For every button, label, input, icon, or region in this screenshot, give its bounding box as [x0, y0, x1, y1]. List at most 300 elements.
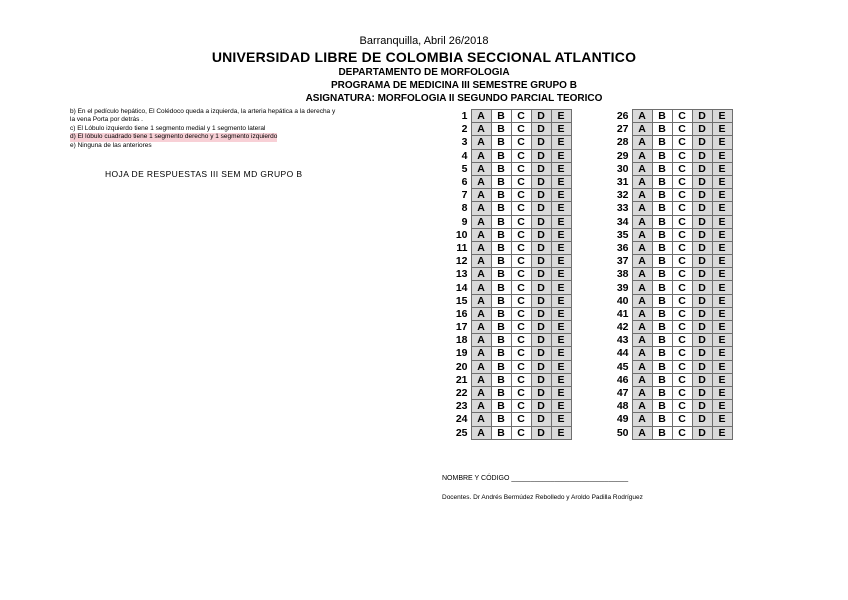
- answer-cell-e[interactable]: E: [551, 149, 571, 162]
- answer-cell-c[interactable]: C: [511, 426, 531, 439]
- answer-cell-b[interactable]: B: [491, 189, 511, 202]
- answer-row: [441, 149, 571, 162]
- answer-cell-e[interactable]: E: [551, 215, 571, 228]
- answer-row: [441, 241, 571, 254]
- answer-cell-c[interactable]: C: [511, 215, 531, 228]
- answer-cell-c[interactable]: C: [672, 241, 692, 254]
- answer-cell-c[interactable]: C: [511, 162, 531, 175]
- answer-cell-b[interactable]: B: [491, 268, 511, 281]
- answer-cell-c[interactable]: C: [511, 334, 531, 347]
- answer-cell-a[interactable]: A: [471, 175, 491, 188]
- answer-cell-a[interactable]: A: [632, 281, 652, 294]
- answer-cell-d[interactable]: D: [531, 321, 551, 334]
- answer-cell-c[interactable]: C: [672, 149, 692, 162]
- answer-row: [441, 215, 571, 228]
- answer-cell-d[interactable]: D: [692, 373, 712, 386]
- answer-cell-b[interactable]: B: [491, 386, 511, 399]
- answer-cell-c[interactable]: C: [672, 189, 692, 202]
- answer-cell-c[interactable]: C: [672, 175, 692, 188]
- question-number: 35: [616, 228, 629, 241]
- answer-cell-b[interactable]: B: [652, 136, 672, 149]
- answer-cell-e[interactable]: E: [712, 241, 732, 254]
- answer-cell-e[interactable]: E: [551, 162, 571, 175]
- answer-cell-e[interactable]: E: [551, 360, 571, 373]
- answer-cell-e[interactable]: E: [712, 321, 732, 334]
- answer-cell-d[interactable]: D: [531, 255, 551, 268]
- answer-cell-e[interactable]: E: [551, 202, 571, 215]
- answer-cell-e[interactable]: E: [551, 123, 571, 136]
- answer-cell-e[interactable]: E: [551, 373, 571, 386]
- answer-cell-d[interactable]: D: [531, 294, 551, 307]
- answer-cell-e[interactable]: E: [712, 413, 732, 426]
- answer-cell-a[interactable]: A: [632, 162, 652, 175]
- answer-cell-a[interactable]: A: [471, 162, 491, 175]
- answer-cell-b[interactable]: B: [491, 215, 511, 228]
- question-number: 36: [616, 241, 629, 254]
- answer-cell-d[interactable]: D: [531, 360, 551, 373]
- answer-cell-c[interactable]: C: [672, 321, 692, 334]
- answer-cell-c[interactable]: C: [672, 347, 692, 360]
- answer-cell-b[interactable]: B: [491, 228, 511, 241]
- answer-cell-d[interactable]: D: [692, 228, 712, 241]
- answer-cell-b[interactable]: B: [491, 294, 511, 307]
- answer-cell-b[interactable]: B: [652, 189, 672, 202]
- answer-cell-a[interactable]: A: [471, 373, 491, 386]
- answer-cell-a[interactable]: A: [632, 189, 652, 202]
- answer-cell-e[interactable]: E: [712, 136, 732, 149]
- answer-cell-b[interactable]: B: [652, 123, 672, 136]
- answer-cell-c[interactable]: C: [511, 373, 531, 386]
- answer-cell-c[interactable]: C: [511, 189, 531, 202]
- answer-cell-d[interactable]: D: [692, 307, 712, 320]
- answer-cell-d[interactable]: D: [692, 426, 712, 439]
- answer-cell-b[interactable]: B: [652, 202, 672, 215]
- answer-cell-a[interactable]: A: [471, 400, 491, 413]
- answer-cell-b[interactable]: B: [652, 426, 672, 439]
- question-number: 42: [616, 321, 629, 334]
- answer-cell-c[interactable]: C: [672, 215, 692, 228]
- question-number: 24: [455, 413, 468, 426]
- answer-cell-a[interactable]: A: [632, 136, 652, 149]
- answer-cell-d[interactable]: D: [531, 123, 551, 136]
- answer-cell-c[interactable]: C: [511, 268, 531, 281]
- answer-cell-e[interactable]: E: [551, 413, 571, 426]
- answer-cell-a[interactable]: A: [471, 123, 491, 136]
- answer-cell-e[interactable]: E: [551, 321, 571, 334]
- answer-cell-e[interactable]: E: [551, 334, 571, 347]
- answer-cell-b[interactable]: B: [491, 110, 511, 123]
- answer-cell-b[interactable]: B: [491, 334, 511, 347]
- answer-cell-c[interactable]: C: [672, 307, 692, 320]
- answer-row: [600, 202, 732, 215]
- answer-row: [441, 255, 571, 268]
- answer-cell-e[interactable]: E: [712, 268, 732, 281]
- answer-cell-a[interactable]: A: [632, 347, 652, 360]
- answer-cell-c[interactable]: C: [511, 149, 531, 162]
- answer-cell-d[interactable]: D: [531, 347, 551, 360]
- answer-cell-c[interactable]: C: [511, 294, 531, 307]
- answer-cell-b[interactable]: B: [652, 400, 672, 413]
- answer-cell-b[interactable]: B: [491, 360, 511, 373]
- answer-cell-d[interactable]: D: [531, 189, 551, 202]
- answer-cell-e[interactable]: E: [712, 347, 732, 360]
- answer-cell-d[interactable]: D: [692, 162, 712, 175]
- answer-cell-b[interactable]: B: [652, 149, 672, 162]
- answer-cell-b[interactable]: B: [652, 162, 672, 175]
- answer-cell-a[interactable]: A: [632, 413, 652, 426]
- answer-cell-d[interactable]: D: [531, 110, 551, 123]
- answer-cell-c[interactable]: C: [511, 228, 531, 241]
- answer-cell-d[interactable]: D: [531, 175, 551, 188]
- answer-cell-a[interactable]: A: [471, 307, 491, 320]
- answer-cell-d[interactable]: D: [692, 215, 712, 228]
- answer-cell-c[interactable]: C: [672, 373, 692, 386]
- answer-cell-a[interactable]: A: [471, 228, 491, 241]
- answer-cell-e[interactable]: E: [551, 241, 571, 254]
- answer-cell-b[interactable]: B: [491, 202, 511, 215]
- answer-cell-c[interactable]: C: [672, 255, 692, 268]
- answer-cell-b[interactable]: B: [491, 307, 511, 320]
- answer-cell-a[interactable]: A: [632, 255, 652, 268]
- answer-row: [600, 334, 732, 347]
- answer-cell-e[interactable]: E: [551, 281, 571, 294]
- answer-cell-e[interactable]: E: [712, 373, 732, 386]
- answer-cell-c[interactable]: C: [672, 400, 692, 413]
- answer-cell-c[interactable]: C: [672, 136, 692, 149]
- answer-cell-b[interactable]: B: [652, 110, 672, 123]
- question-number: 27: [616, 123, 629, 136]
- answer-cell-a[interactable]: A: [632, 175, 652, 188]
- answer-cell-d[interactable]: D: [692, 123, 712, 136]
- question-number: 37: [616, 255, 629, 268]
- answer-cell-b[interactable]: B: [491, 149, 511, 162]
- answer-cell-e[interactable]: E: [712, 386, 732, 399]
- answer-cell-e[interactable]: E: [712, 426, 732, 439]
- answer-cell-b[interactable]: B: [652, 175, 672, 188]
- answer-cell-c[interactable]: C: [672, 413, 692, 426]
- answer-cell-c[interactable]: C: [511, 110, 531, 123]
- answer-cell-c[interactable]: C: [511, 360, 531, 373]
- answer-cell-c[interactable]: C: [511, 281, 531, 294]
- answer-row: [441, 413, 571, 426]
- question-number: 30: [616, 162, 629, 175]
- answer-cell-b[interactable]: B: [652, 215, 672, 228]
- answer-cell-a[interactable]: A: [471, 202, 491, 215]
- answer-cell-d[interactable]: D: [692, 360, 712, 373]
- answer-row: [600, 281, 732, 294]
- answer-cell-b[interactable]: B: [491, 162, 511, 175]
- answer-cell-b[interactable]: B: [652, 321, 672, 334]
- answer-cell-e[interactable]: E: [551, 228, 571, 241]
- answer-cell-c[interactable]: C: [511, 321, 531, 334]
- answer-cell-e[interactable]: E: [712, 149, 732, 162]
- answer-row: [600, 241, 732, 254]
- answer-cell-c[interactable]: C: [511, 307, 531, 320]
- question-number: 47: [616, 387, 629, 400]
- answer-row: [441, 123, 571, 136]
- answer-cell-a[interactable]: A: [632, 228, 652, 241]
- answer-cell-b[interactable]: B: [491, 413, 511, 426]
- answer-cell-e[interactable]: E: [551, 136, 571, 149]
- answer-cell-b[interactable]: B: [652, 360, 672, 373]
- answer-cell-e[interactable]: E: [551, 386, 571, 399]
- answer-cell-d[interactable]: D: [692, 241, 712, 254]
- question-number: 34: [616, 215, 629, 228]
- answer-cell-e[interactable]: E: [551, 426, 571, 439]
- answer-cell-a[interactable]: A: [471, 360, 491, 373]
- answer-cell-d[interactable]: D: [692, 400, 712, 413]
- answer-cell-c[interactable]: C: [511, 202, 531, 215]
- question-number: 28: [616, 136, 629, 149]
- answer-cell-e[interactable]: E: [712, 175, 732, 188]
- answer-cell-d[interactable]: D: [531, 215, 551, 228]
- answer-grid-right: [600, 109, 733, 440]
- answer-cell-d[interactable]: D: [692, 386, 712, 399]
- answer-cell-a[interactable]: A: [471, 241, 491, 254]
- answer-cell-a[interactable]: A: [471, 189, 491, 202]
- answer-cell-e[interactable]: E: [712, 202, 732, 215]
- answer-cell-b[interactable]: B: [491, 136, 511, 149]
- answer-row: [441, 334, 571, 347]
- answer-cell-c[interactable]: C: [672, 294, 692, 307]
- answer-cell-c[interactable]: C: [672, 202, 692, 215]
- answer-cell-d[interactable]: D: [531, 386, 551, 399]
- answer-row: [600, 175, 732, 188]
- answer-cell-b[interactable]: B: [491, 373, 511, 386]
- answer-cell-a[interactable]: A: [632, 123, 652, 136]
- answer-cell-e[interactable]: E: [712, 123, 732, 136]
- answer-cell-a[interactable]: A: [632, 110, 652, 123]
- answer-cell-d[interactable]: D: [531, 241, 551, 254]
- answer-cell-e[interactable]: E: [712, 334, 732, 347]
- answer-cell-a[interactable]: A: [471, 215, 491, 228]
- answer-cell-b[interactable]: B: [652, 373, 672, 386]
- answer-cell-a[interactable]: A: [471, 281, 491, 294]
- answer-cell-a[interactable]: A: [471, 268, 491, 281]
- answer-cell-a[interactable]: A: [471, 347, 491, 360]
- answer-cell-e[interactable]: E: [712, 162, 732, 175]
- answer-cell-d[interactable]: D: [531, 426, 551, 439]
- answer-cell-a[interactable]: A: [632, 334, 652, 347]
- answer-cell-c[interactable]: C: [672, 123, 692, 136]
- answer-cell-c[interactable]: C: [672, 386, 692, 399]
- option-b-line2: la vena Porta por detrás .: [70, 116, 143, 124]
- answer-row: [441, 228, 571, 241]
- answer-cell-e[interactable]: E: [712, 360, 732, 373]
- answer-cell-a[interactable]: A: [632, 149, 652, 162]
- answer-cell-d[interactable]: D: [692, 149, 712, 162]
- answer-cell-d[interactable]: D: [692, 413, 712, 426]
- answer-cell-e[interactable]: E: [551, 347, 571, 360]
- answer-cell-c[interactable]: C: [511, 175, 531, 188]
- answer-cell-b[interactable]: B: [491, 175, 511, 188]
- answer-cell-a[interactable]: A: [471, 294, 491, 307]
- answer-cell-a[interactable]: A: [471, 386, 491, 399]
- answer-cell-e[interactable]: E: [551, 400, 571, 413]
- answer-cell-c[interactable]: C: [511, 255, 531, 268]
- answer-cell-a[interactable]: A: [471, 255, 491, 268]
- question-number: 40: [616, 294, 629, 307]
- answer-cell-d[interactable]: D: [531, 202, 551, 215]
- answer-row: [441, 268, 571, 281]
- answer-cell-a[interactable]: A: [471, 321, 491, 334]
- answer-cell-d[interactable]: D: [531, 281, 551, 294]
- answer-cell-c[interactable]: C: [511, 123, 531, 136]
- answer-cell-e[interactable]: E: [551, 110, 571, 123]
- answer-cell-e[interactable]: E: [712, 294, 732, 307]
- question-number: 11: [456, 241, 468, 254]
- answer-row: [441, 189, 571, 202]
- answer-cell-a[interactable]: A: [632, 202, 652, 215]
- answer-cell-e[interactable]: E: [712, 110, 732, 123]
- answer-row: [600, 110, 732, 123]
- answer-cell-c[interactable]: C: [672, 281, 692, 294]
- answer-cell-b[interactable]: B: [652, 334, 672, 347]
- answer-cell-a[interactable]: A: [632, 386, 652, 399]
- answer-row: [600, 400, 732, 413]
- answer-grid-left: [441, 109, 572, 440]
- answer-cell-d[interactable]: D: [692, 110, 712, 123]
- answer-cell-c[interactable]: C: [511, 241, 531, 254]
- question-number: 41: [616, 307, 629, 320]
- answer-row: [441, 136, 571, 149]
- answer-cell-b[interactable]: B: [491, 241, 511, 254]
- answer-cell-e[interactable]: E: [712, 228, 732, 241]
- answer-cell-b[interactable]: B: [652, 294, 672, 307]
- answer-cell-d[interactable]: D: [692, 321, 712, 334]
- answer-cell-b[interactable]: B: [652, 241, 672, 254]
- answer-cell-d[interactable]: D: [531, 307, 551, 320]
- answer-cell-a[interactable]: A: [632, 426, 652, 439]
- answer-cell-d[interactable]: D: [531, 373, 551, 386]
- answer-cell-a[interactable]: A: [471, 426, 491, 439]
- answer-cell-e[interactable]: E: [712, 255, 732, 268]
- answer-cell-c[interactable]: C: [672, 162, 692, 175]
- answer-cell-c[interactable]: C: [672, 110, 692, 123]
- answer-row: [600, 149, 732, 162]
- answer-cell-a[interactable]: A: [632, 215, 652, 228]
- answer-cell-a[interactable]: A: [632, 241, 652, 254]
- answer-cell-e[interactable]: E: [712, 307, 732, 320]
- answer-cell-c[interactable]: C: [672, 426, 692, 439]
- answer-cell-c[interactable]: C: [672, 268, 692, 281]
- answer-cell-b[interactable]: B: [652, 281, 672, 294]
- answer-cell-b[interactable]: B: [491, 400, 511, 413]
- answer-cell-b[interactable]: B: [491, 426, 511, 439]
- answer-cell-e[interactable]: E: [712, 400, 732, 413]
- question-number: 39: [616, 281, 629, 294]
- answer-cell-b[interactable]: B: [491, 347, 511, 360]
- answer-cell-c[interactable]: C: [511, 136, 531, 149]
- answer-cell-c[interactable]: C: [511, 400, 531, 413]
- answer-cell-d[interactable]: D: [531, 268, 551, 281]
- answer-cell-a[interactable]: A: [632, 360, 652, 373]
- answer-cell-e[interactable]: E: [551, 294, 571, 307]
- answer-cell-a[interactable]: A: [471, 334, 491, 347]
- answer-cell-a[interactable]: A: [471, 413, 491, 426]
- answer-cell-e[interactable]: E: [712, 281, 732, 294]
- question-number: 45: [616, 360, 629, 373]
- answer-row: [441, 386, 571, 399]
- answer-row: [441, 294, 571, 307]
- answer-cell-b[interactable]: B: [491, 281, 511, 294]
- answer-cell-d[interactable]: D: [692, 136, 712, 149]
- answer-cell-a[interactable]: A: [632, 294, 652, 307]
- option-e: e) Ninguna de las anteriores: [70, 141, 152, 149]
- answer-cell-c[interactable]: C: [672, 228, 692, 241]
- answer-cell-d[interactable]: D: [531, 413, 551, 426]
- answer-cell-a[interactable]: A: [632, 307, 652, 320]
- answer-cell-d[interactable]: D: [692, 334, 712, 347]
- answer-cell-c[interactable]: C: [511, 347, 531, 360]
- answer-cell-a[interactable]: A: [632, 321, 652, 334]
- option-b-line1: b) En el pedículo hepático, El Colédoco queda a izquierda, la arteria hepática a la derecha y: [70, 108, 336, 115]
- answer-cell-b[interactable]: B: [652, 307, 672, 320]
- answer-cell-b[interactable]: B: [652, 255, 672, 268]
- answer-cell-b[interactable]: B: [491, 255, 511, 268]
- answer-cell-b[interactable]: B: [652, 228, 672, 241]
- answer-cell-e[interactable]: E: [712, 215, 732, 228]
- answer-cell-d[interactable]: D: [692, 347, 712, 360]
- answer-row: [441, 426, 571, 439]
- answer-cell-c[interactable]: C: [511, 386, 531, 399]
- answer-cell-c[interactable]: C: [672, 360, 692, 373]
- answer-cell-d[interactable]: D: [531, 136, 551, 149]
- question-number: 16: [455, 307, 468, 320]
- answer-cell-d[interactable]: D: [692, 294, 712, 307]
- answer-cell-c[interactable]: C: [511, 413, 531, 426]
- answer-cell-a[interactable]: A: [632, 373, 652, 386]
- answer-cell-d[interactable]: D: [531, 149, 551, 162]
- answer-cell-d[interactable]: D: [692, 175, 712, 188]
- answer-cell-b[interactable]: B: [491, 123, 511, 136]
- answer-cell-a[interactable]: A: [632, 268, 652, 281]
- answer-options: [70, 108, 415, 150]
- answer-cell-b[interactable]: B: [652, 347, 672, 360]
- question-number: 5: [461, 162, 468, 175]
- answer-cell-e[interactable]: E: [551, 255, 571, 268]
- answer-cell-a[interactable]: A: [471, 136, 491, 149]
- answer-cell-e[interactable]: E: [551, 307, 571, 320]
- answer-cell-b[interactable]: B: [652, 268, 672, 281]
- option-c: c) El Lóbulo izquierdo tiene 1 segmento medial y 1 segmento lateral: [70, 124, 266, 132]
- answer-cell-d[interactable]: D: [531, 334, 551, 347]
- answer-cell-e[interactable]: E: [551, 175, 571, 188]
- answer-cell-d[interactable]: D: [531, 162, 551, 175]
- answer-cell-d[interactable]: D: [531, 400, 551, 413]
- answer-cell-a[interactable]: A: [471, 110, 491, 123]
- answer-cell-e[interactable]: E: [712, 189, 732, 202]
- subject-title: ASIGNATURA: MORFOLOGIA II SEGUNDO PARCIAL TEORICO: [305, 93, 603, 104]
- answer-cell-c[interactable]: C: [672, 334, 692, 347]
- answer-cell-d[interactable]: D: [692, 281, 712, 294]
- answer-cell-d[interactable]: D: [692, 268, 712, 281]
- answer-cell-a[interactable]: A: [632, 400, 652, 413]
- answer-cell-b[interactable]: B: [652, 413, 672, 426]
- answer-cell-e[interactable]: E: [551, 268, 571, 281]
- answer-cell-e[interactable]: E: [551, 189, 571, 202]
- answer-cell-b[interactable]: B: [491, 321, 511, 334]
- answer-row: [600, 373, 732, 386]
- answer-row: [600, 386, 732, 399]
- answer-row: [600, 255, 732, 268]
- answer-cell-a[interactable]: A: [471, 149, 491, 162]
- answer-cell-d[interactable]: D: [692, 189, 712, 202]
- answer-cell-b[interactable]: B: [652, 386, 672, 399]
- answer-cell-d[interactable]: D: [531, 228, 551, 241]
- answer-cell-d[interactable]: D: [692, 202, 712, 215]
- answer-cell-d[interactable]: D: [692, 255, 712, 268]
